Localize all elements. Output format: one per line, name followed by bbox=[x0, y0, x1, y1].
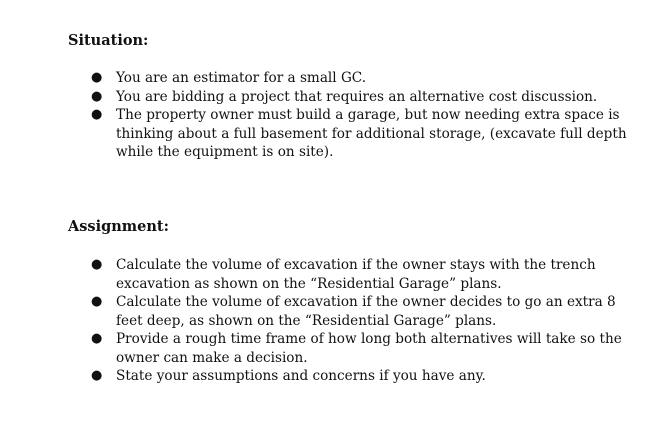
list-item bbox=[0, 106, 627, 162]
bullet-icon: ● bbox=[91, 70, 103, 85]
list-item-text: You are bidding a project that requires an alternative cost discussion. bbox=[116, 88, 598, 105]
list-item bbox=[0, 330, 622, 367]
situation-heading: Situation: bbox=[68, 32, 149, 49]
bullet-icon: ● bbox=[91, 368, 103, 383]
list-item bbox=[0, 293, 616, 330]
list-item bbox=[0, 367, 600, 386]
bullet-icon: ● bbox=[91, 331, 103, 346]
assignment-heading: Assignment: bbox=[68, 218, 169, 235]
list-item bbox=[0, 69, 600, 88]
list-item-text: State your assumptions and concerns if you have any. bbox=[116, 368, 486, 384]
bullet-icon: ● bbox=[91, 88, 103, 104]
list-item-text: Provide a rough time frame of how long both alternatives will take so the owner can make a decision. bbox=[116, 331, 622, 366]
bullet-icon: ● bbox=[91, 257, 103, 272]
assignment-list bbox=[0, 256, 622, 386]
bullet-icon: ● bbox=[91, 107, 103, 122]
list-item-text: Calculate the volume of excavation if the owner stays with the trench excavation as shown on the “Residential Garage” plans. bbox=[116, 257, 596, 292]
list-item-text: You are an estimator for a small GC. bbox=[116, 70, 367, 86]
list-item bbox=[0, 256, 600, 293]
situation-list bbox=[0, 69, 627, 162]
bullet-icon: ● bbox=[91, 294, 103, 309]
list-item-text: Calculate the volume of excavation if the owner decides to go an extra 8 feet deep, as shown on the “Residential Garage” plans. bbox=[116, 294, 616, 329]
list-item-text: The property owner must build a garage, but now needing extra space is thinking about a full basement for additional storage, (excavate full depth while the equipment is on site). bbox=[116, 107, 627, 160]
list-item bbox=[0, 88, 600, 107]
